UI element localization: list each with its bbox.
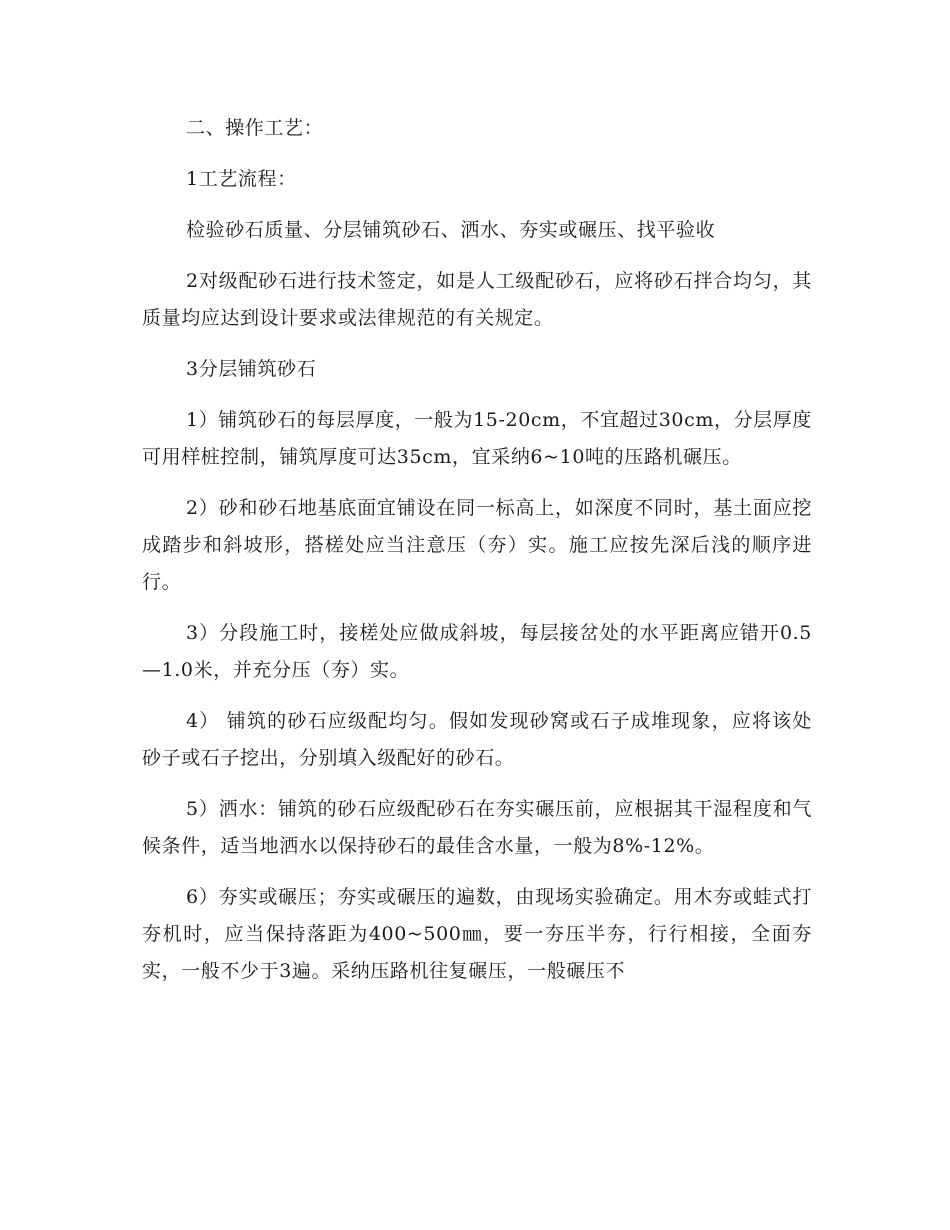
paragraph: 5）洒水：铺筑的砂石应级配砂石在夯实碾压前，应根据其干湿程度和气候条件，适当地洒水以保持砂石的最佳含水量，一般为8%-12%。 (142, 798, 812, 857)
paragraph: 2）砂和砂石地基底面宜铺设在同一标高上，如深度不同时，基土面应挖成踏步和斜坡形，搭槎处应当注意压（夯）实。施工应按先深后浅的顺序进行。 (142, 497, 812, 593)
paragraph: 3）分段施工时，接槎处应做成斜坡，每层接岔处的水平距离应错开0.5—1.0米，并充分压（夯）实。 (142, 622, 812, 681)
document-body (142, 110, 812, 990)
process-flow-text: 检验砂石质量、分层铺筑砂石、洒水、夯实或碾压、找平验收 (186, 219, 716, 241)
paragraph: 6）夯实或碾压；夯实或碾压的遍数，由现场实验确定。用木夯或蛙式打夯机时，应当保持落距为400~500㎜，要一夯压半夯，行行相接，全面夯实，一般不少于3遍。采纳压路机往复碾压，一般碾压不 (142, 886, 812, 982)
section-heading: 二、操作工艺： (186, 117, 324, 139)
paragraph: 4） 铺筑的砂石应级配均匀。假如发现砂窝或石子成堆现象，应将该处砂子或石子挖出，分别填入级配好的砂石。 (142, 710, 812, 769)
paragraph: 1）铺筑砂石的每层厚度，一般为15-20cm，不宜超过30cm，分层厚度可用样桩控制，铺筑厚度可达35cm，宜采纳6~10吨的压路机碾压。 (142, 409, 812, 468)
subsection-heading: 1工艺流程： (186, 168, 297, 190)
subsection-heading: 3分层铺筑砂石 (186, 358, 317, 380)
paragraph: 2对级配砂石进行技术签定，如是人工级配砂石，应将砂石拌合均匀，其质量均应达到设计要求或法律规范的有关规定。 (142, 270, 812, 329)
